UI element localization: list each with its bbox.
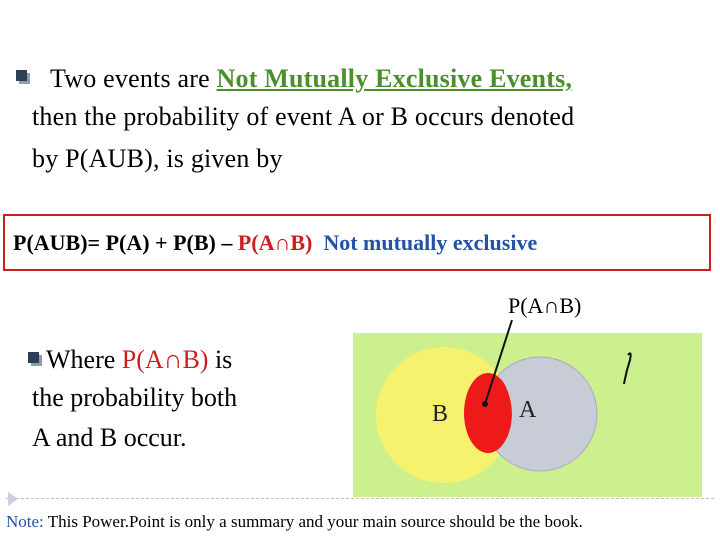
formula-box (3, 214, 711, 271)
note-label: Note: (6, 512, 44, 531)
footer-triangle-icon (8, 492, 18, 506)
intro-text: Two events are (50, 64, 217, 93)
formula-main: P(AUB)= P(A) + P(B) – (13, 230, 238, 255)
where-suffix: is (208, 345, 233, 374)
where-line-2: the probability both (32, 383, 238, 412)
intro-line-3: by P(AUB), is given by (32, 144, 283, 173)
note-text: This Power.Point is only a summary and your main source should be the book. (43, 512, 583, 531)
bullet-square-icon (16, 68, 32, 84)
footer-divider (6, 498, 714, 499)
formula-note: Not mutually exclusive (323, 230, 538, 255)
intersection-label: P(A∩B) (508, 293, 582, 318)
intro-line-2: then the probability of event A or B occurs denoted (32, 102, 575, 131)
bullet-square-icon (28, 350, 44, 366)
formula-intersection: P(A∩B) (237, 230, 313, 255)
label-b: B (432, 401, 449, 427)
where-line-3: A and B occur. (32, 423, 187, 452)
venn-diagram (353, 333, 702, 497)
not-mutually-exclusive-highlight: Not Mutually Exclusive Events, (216, 64, 573, 93)
intersection-region (464, 373, 512, 453)
intro-line-1 (50, 62, 572, 96)
footer-note (6, 512, 583, 532)
where-intersection: P(A∩B) (121, 345, 209, 374)
where-prefix: Where (46, 345, 122, 374)
venn-svg (353, 333, 702, 497)
label-a: A (519, 397, 537, 423)
formula (13, 230, 537, 256)
intersection-dot (482, 401, 488, 407)
